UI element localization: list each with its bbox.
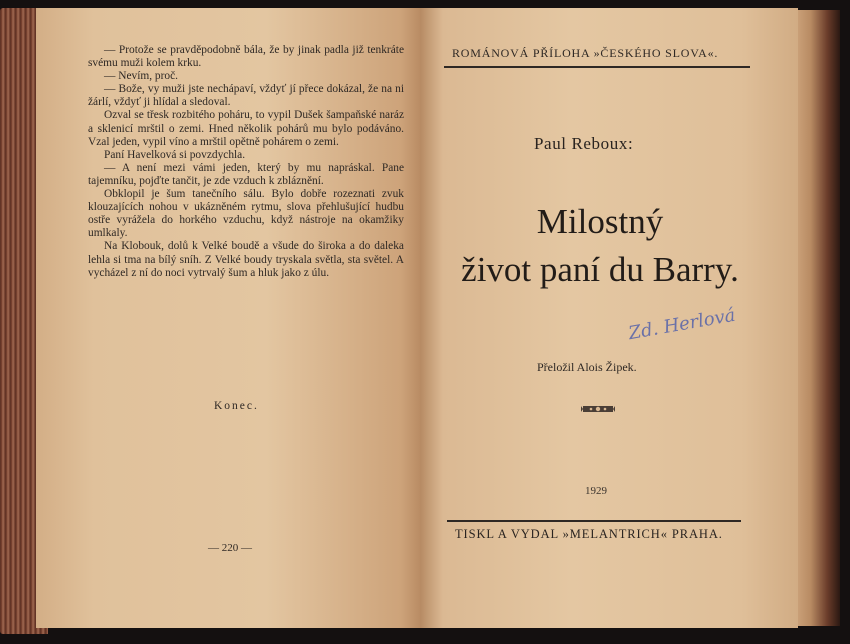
paragraph: Obklopil je šum tanečního sálu. Bylo dobře rozeznati zvuk klouzajících nohou v ukázněném rytmu, slova přehlušující hudbu ostře vyrážela do horkého vzduchu, když nástroje na okamžiky umlkaly. <box>88 188 404 240</box>
translator-credit: Přeložil Alois Žipek. <box>537 360 637 374</box>
right-page-edges <box>798 10 840 626</box>
paragraph: — A není mezi vámi jeden, který by mu napráskal. Pane tajemníku, pojďte tančit, je zde vzduch k zbláznění. <box>88 161 404 187</box>
left-page-body-text <box>88 44 404 280</box>
author-name: Paul Reboux: <box>534 134 634 153</box>
ornament-icon <box>581 403 615 415</box>
page-number: — 220 — <box>208 542 252 554</box>
paragraph: — Nevím, proč. <box>104 70 179 83</box>
paragraph: Na Klobouk, dolů k Velké boudě a všude do široka a do daleka lehla si tma na bílý sníh. Z Velké boudy tryskala světla, sta světel. A vycházel z ní do noci vytrvalý šum a hluk jako z úlu. <box>88 240 404 279</box>
title-line: život paní du Barry. <box>461 250 739 289</box>
paragraph: — Protože se pravděpodobně bála, že by jinak padla již tenkráte svému muži kolem krku. <box>88 44 404 70</box>
paragraph: — Bože, vy muži jste nechápaví, vždyť jí přece dokázal, že na ni žárlí, vždyť ji hlídal a sledoval. <box>88 83 404 109</box>
handwritten-signature: Zd. Herlová <box>626 304 737 345</box>
book-title <box>440 198 760 294</box>
publisher-line: TISKL A VYDAL »MELANTRICH« PRAHA. <box>455 527 723 541</box>
footer-rule <box>447 520 741 522</box>
ending-label: Konec. <box>214 400 259 412</box>
paragraph: Paní Havelková si povzdychla. <box>104 148 246 161</box>
series-header: ROMÁNOVÁ PŘÍLOHA »ČESKÉHO SLOVA«. <box>452 46 719 60</box>
publication-year: 1929 <box>585 485 607 497</box>
header-rule <box>444 66 750 68</box>
title-line: Milostný <box>536 202 664 241</box>
paragraph: Ozval se třesk rozbitého poháru, to vypil Dušek šampaňské naráz a sklenicí mrštil o zemi. Hned několik pohárů mu bylo podáváno. Vzal jeden, vypil víno a mrštil opětně pohárem o zemi. <box>88 109 404 148</box>
